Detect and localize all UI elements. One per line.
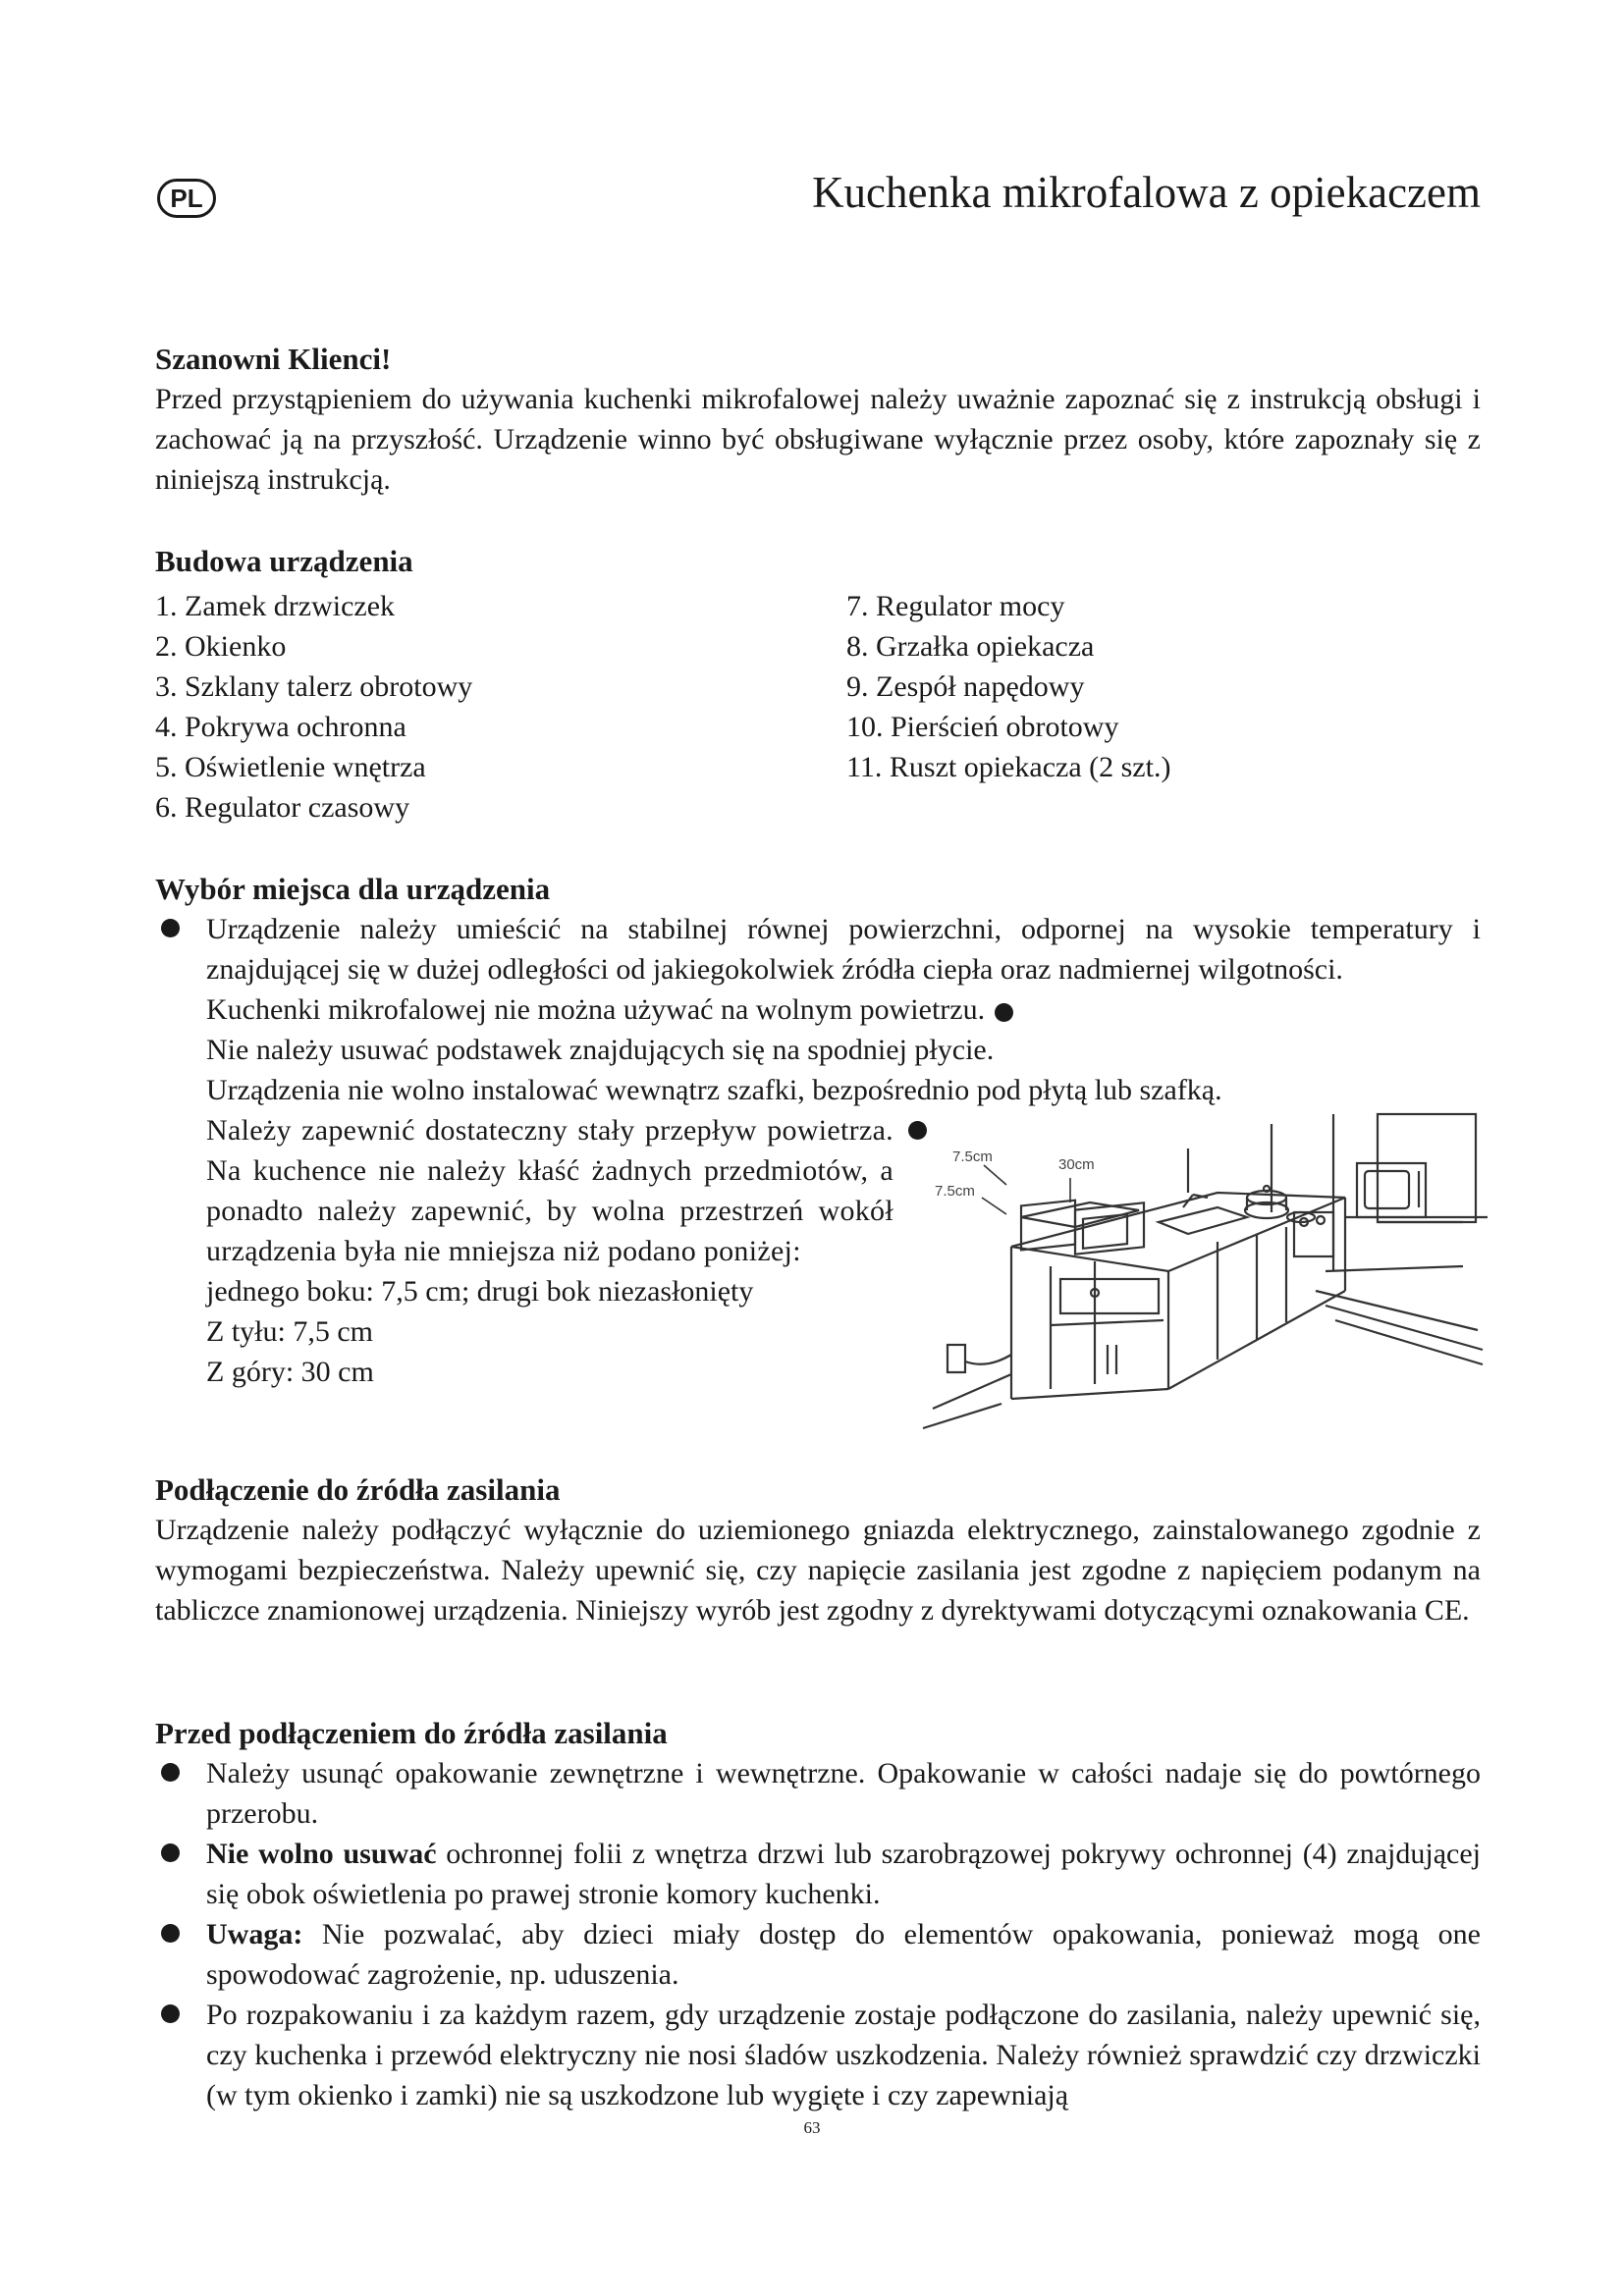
list-item: 2. Okienko [155, 630, 287, 663]
placement-p3: Nie należy usuwać podstawek znajdujących się na spodniej płycie. [206, 1034, 995, 1066]
list-item: 7. Regulator mocy [846, 590, 1065, 622]
list-item [155, 1834, 1481, 1914]
bullet-icon [161, 1843, 180, 1862]
list-item: 9. Zespół napędowy [846, 670, 1085, 703]
airflow-text-block [206, 1110, 893, 1392]
before-b3-bold: Uwaga: [206, 1918, 303, 1950]
page-number: 63 [803, 2118, 821, 2137]
placement-p5: Należy zapewnić dostateczny stały przepływ powietrza. Na kuchence nie należy kłaść żadnych przedmiotów, a ponadto należy zapewnić, by wolna przestrzeń wokół urządzenia była nie mniejsza niż podano poniżej: [206, 1114, 893, 1267]
before-b2-rest: ochronnej folii z wnętrza drzwi lub szarobrązowej pokrywy ochronnej (4) znajdującej się obok oświetlenia po prawej stronie komory kuchenki. [206, 1838, 1482, 1910]
bullet-icon [161, 1763, 180, 1782]
placement-bullets [155, 909, 1481, 989]
document-title: Kuchenka mikrofalowa z opiekaczem [812, 168, 1481, 217]
list-item [155, 1753, 1481, 1834]
placement-p4: Urządzenia nie wolno instalować wewnątrz szafki, bezpośrednio pod płytą lub szafką. [206, 1074, 1222, 1106]
placement-p2: Kuchenki mikrofalowej nie można używać na wolnym powietrzu. [206, 993, 986, 1026]
list-item: 3. Szklany talerz obrotowy [155, 670, 473, 703]
parts-list-left [155, 586, 472, 828]
before-b1: Należy usunąć opakowanie zewnętrzne i wewnętrzne. Opakowanie w całości nadaje się do powtórnego przerobu. [206, 1757, 1481, 1830]
lower-cabinet [1051, 1261, 1164, 1389]
before-heading: Przed podłączeniem do źródła zasilania [155, 1716, 668, 1750]
power-socket [947, 1345, 1011, 1372]
wall-lines [923, 1114, 1483, 1428]
bullet-icon [161, 919, 180, 937]
list-item: 11. Ruszt opiekacza (2 szt.) [846, 751, 1171, 783]
power-paragraph: Urządzenie należy podłączyć wyłącznie do uziemionego gniazda elektrycznego, zainstalowanego zgodnie z wymogami bezpieczeństwa. Należy upewnić się, czy napięcie zasilania jest zgodne z napięciem podanym na tabliczce znamionowej urządzenia. Niniejszy wyrób jest zgodny z dyrektywami dotyczącymi oznakowania CE. [155, 1514, 1481, 1627]
bullet-icon [995, 1003, 1013, 1022]
list-item [155, 1914, 1481, 1995]
before-b4: Po rozpakowaniu i za każdym razem, gdy urządzenie zostaje podłączone do zasilania, należy upewnić się, czy kuchenka i przewód elektryczny nie nosi śladów uszkodzenia. Należy również sprawdzić czy drzwiczki (w tym okienko i zamki) nie są uszkodzone lub wygięte i czy zapewniają [206, 1999, 1481, 2111]
bullet-icon [161, 1924, 180, 1943]
window [1345, 1114, 1488, 1222]
list-item [155, 1995, 1481, 2115]
small-oven-on-counter [1357, 1163, 1426, 1217]
bullet-icon [161, 2004, 180, 2023]
microwave-oven [1021, 1201, 1144, 1255]
clearance-back: Z tyłu: 7,5 cm [206, 1315, 373, 1348]
list-item: 8. Grzałka opiekacza [846, 630, 1095, 663]
kitchen-clearance-diagram [913, 1104, 1492, 1448]
greeting-paragraph: Przed przystąpieniem do używania kuchenki mikrofalowej należy uważnie zapoznać się z instrukcją obsługi i zachować ją na przyszłość. Urządzenie winno być obsługiwane wyłącznie przez osoby, które zapoznały się z niniejszą instrukcją. [155, 383, 1481, 496]
placement-p2-line [206, 989, 1483, 1030]
label-top-clearance: 30cm [1058, 1156, 1095, 1173]
before-bullets [155, 1753, 1481, 2115]
right-cabinets [1218, 1212, 1333, 1360]
list-item: 6. Regulator czasowy [155, 791, 410, 824]
clearance-top: Z góry: 30 cm [206, 1356, 374, 1388]
greeting-heading: Szanowni Klienci! [155, 342, 392, 376]
parts-heading: Budowa urządzenia [155, 544, 413, 578]
list-item: 5. Oświetlenie wnętrza [155, 751, 426, 783]
parts-list-right [846, 586, 1170, 787]
list-item [155, 909, 1481, 989]
label-back-clearance: 7.5cm [935, 1183, 975, 1200]
list-item: 4. Pokrywa ochronna [155, 711, 406, 743]
before-b2-bold: Nie wolno usuwać [206, 1838, 437, 1870]
clearance-arrows [982, 1165, 1070, 1214]
before-b3-rest: Nie pozwalać, aby dzieci miały dostęp do elementów opakowania, ponieważ mogą one spowodować zagrożenie, np. uduszenia. [206, 1918, 1481, 1991]
list-item: 10. Pierścień obrotowy [846, 711, 1119, 743]
placement-heading: Wybór miejsca dla urządzenia [155, 872, 551, 906]
clearance-side: jednego boku: 7,5 cm; drugi bok niezasłonięty [206, 1275, 754, 1308]
placement-p1: Urządzenie należy umieścić na stabilnej równej powierzchni, odpornej na wysokie temperatury i znajdującej się w dużej odległości od jakiegokolwiek źródła ciepła oraz nadmiernej wilgotności. [206, 913, 1481, 986]
language-badge: PL [157, 179, 216, 218]
list-item: 1. Zamek drzwiczek [155, 590, 396, 622]
label-side-clearance: 7.5cm [952, 1148, 993, 1165]
power-heading: Podłączenie do źródła zasilania [155, 1472, 561, 1507]
